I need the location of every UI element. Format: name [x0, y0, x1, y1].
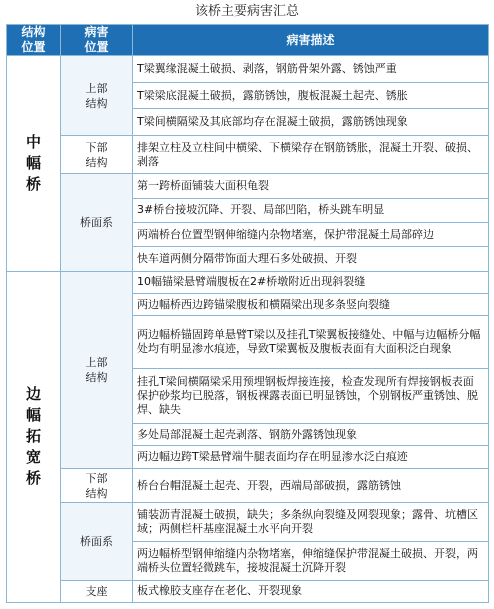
- table-row: [7, 503, 489, 542]
- table-row: [7, 135, 489, 174]
- defect-description: 排架立柱及立柱间中横梁、下横梁存在钢筋锈胀，混凝土开裂、破损、剥落: [133, 135, 489, 174]
- defect-description: 多处局部混凝土起壳剥落、钢筋外露锈蚀现象: [133, 424, 489, 446]
- defect-description: T梁翼缘混凝土破损、剥落，钢筋骨架外露、锈蚀严重: [133, 56, 489, 82]
- group-bearing: 支座: [61, 580, 133, 602]
- header-row: [7, 25, 489, 56]
- section-middle-bridge: 中幅桥: [7, 56, 61, 271]
- header-defect-description: 病害描述: [133, 25, 489, 56]
- defect-description: 快车道两侧分隔带饰面大理石多处破损、开裂: [133, 247, 489, 271]
- section-side-widened-bridge: 边幅拓宽桥: [7, 271, 61, 602]
- table-row: [7, 271, 489, 293]
- group-deck-system: 桥面系: [61, 174, 133, 272]
- defect-description: 两边幅桥西边跨锚梁腹板和横隔梁出现多条竖向裂缝: [133, 294, 489, 316]
- table-row: [7, 580, 489, 602]
- table-row: [7, 174, 489, 198]
- group-substructure: 下部结构: [61, 468, 133, 503]
- defect-description: 两端桥台位置型钢伸缩缝内杂物堵塞，保护带混凝土局部碎边: [133, 223, 489, 247]
- defect-description: 10幅锚梁悬臂端腹板在2#桥墩附近出现斜裂缝: [133, 271, 489, 293]
- defect-description: 桥台台帽混凝土起壳、开裂，西端局部破损，露筋锈蚀: [133, 468, 489, 503]
- defect-description: 第一跨桥面铺装大面积龟裂: [133, 174, 489, 198]
- table-row: [7, 468, 489, 503]
- header-structure-position: 结构位置: [7, 25, 61, 56]
- defect-description: T梁间横隔梁及其底部均存在混凝土破损，露筋锈蚀现象: [133, 109, 489, 135]
- defect-description: 两边幅桥型钢伸缩缝内杂物堵塞，伸缩缝保护带混凝土破损、开裂，两端桥头位置轻微跳车，接坡混凝土沉降开裂: [133, 541, 489, 580]
- group-superstructure: 上部结构: [61, 271, 133, 468]
- defect-description: 两边幅边跨T梁悬臂端牛腿表面均存在明显渗水泛白痕迹: [133, 446, 489, 468]
- defect-description: 两边幅桥锚固跨单悬臂T梁以及挂孔T梁翼板接缝处、中幅与边幅桥分幅处均有明显渗水痕迹，导致T梁翼板及腹板表面有大面积泛白现象: [133, 316, 489, 369]
- group-superstructure: 上部结构: [61, 56, 133, 135]
- group-substructure: 下部结构: [61, 135, 133, 174]
- defect-description: 挂孔T梁间横隔梁采用预埋钢板焊接连接，检查发现所有焊接钢板表面保护砂浆均已脱落，钢板裸露表面已明显锈蚀，个别钢板严重锈蚀、脱焊、缺失: [133, 369, 489, 424]
- defect-description: 铺装沥青混凝土破损，缺失；多条纵向裂缝及网裂现象；露骨、坑槽区域；两侧栏杆基座混凝土水平向开裂: [133, 503, 489, 542]
- header-defect-position: 病害位置: [61, 25, 133, 56]
- defect-description: T梁梁底混凝土破损，露筋锈蚀，腹板混凝土起壳、锈胀: [133, 82, 489, 108]
- table-title: 该桥主要病害汇总: [194, 4, 299, 19]
- defect-description: 3#桥台接坡沉降、开裂、局部凹陷，桥头跳车明显: [133, 198, 489, 222]
- table-row: [7, 56, 489, 82]
- group-deck-system: 桥面系: [61, 503, 133, 580]
- defect-summary-table: [6, 24, 489, 603]
- defect-description: 板式橡胶支座存在老化、开裂现象: [133, 580, 489, 602]
